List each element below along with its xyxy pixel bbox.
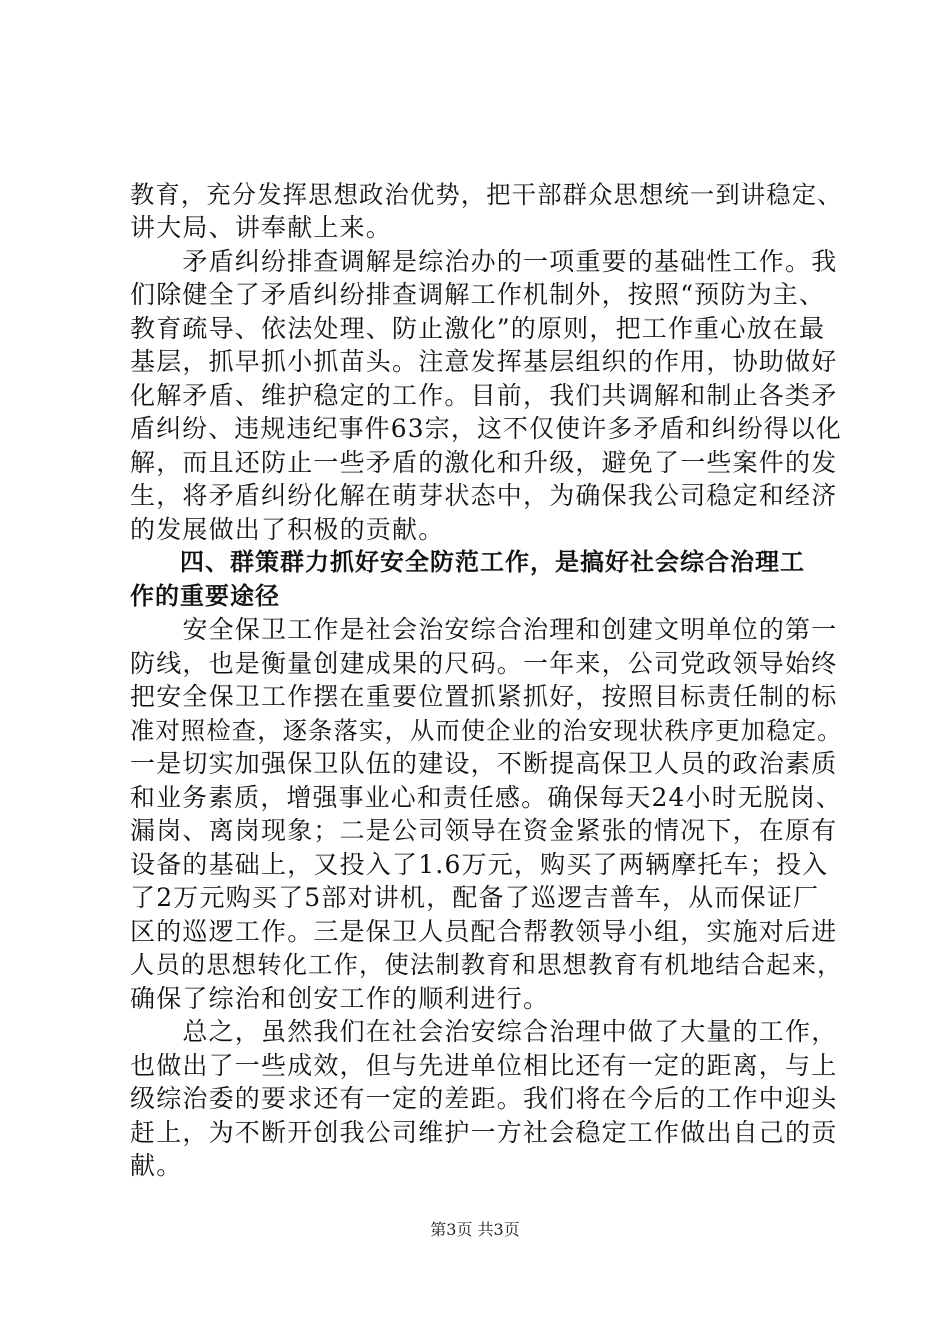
- text-line: 解，而且还防止一些矛盾的激化和升级，避免了一些案件的发: [130, 448, 838, 477]
- text-line: 基层，抓早抓小抓苗头。注意发挥基层组织的作用，协助做好: [130, 347, 838, 376]
- text-line: 生，将矛盾纠纷化解在萌芽状态中，为确保我公司稳定和经济: [130, 481, 838, 510]
- text-line: 讲大局、讲奉献上来。: [130, 213, 393, 242]
- text-line: 确保了综治和创安工作的顺利进行。: [130, 984, 550, 1013]
- text-line: 献。: [130, 1151, 183, 1180]
- text-line: 安全保卫工作是社会治安综合治理和创建文明单位的第一: [130, 615, 838, 644]
- section-heading: 四、群策群力抓好安全防范工作，是搞好社会综合治理工: [130, 548, 805, 576]
- text-line: 准对照检查，逐条落实，从而使企业的治安现状秩序更加稳定。: [130, 716, 843, 745]
- text-line: 教育疏导、依法处理、防止激化”的原则，把工作重心放在最: [130, 314, 826, 343]
- text-line: 人员的思想转化工作，使法制教育和思想教育有机地结合起来，: [130, 950, 843, 979]
- text-line: 防线，也是衡量创建成果的尺码。一年来，公司党政领导始终: [130, 649, 838, 678]
- text-line: 区的巡逻工作。三是保卫人员配合帮教领导小组，实施对后进: [130, 917, 838, 946]
- text-line: 和业务素质，增强事业心和责任感。确保每天24小时无脱岗、: [130, 783, 843, 812]
- text-line: 的发展做出了积极的贡献。: [130, 515, 445, 544]
- text-line: 了2万元购买了5部对讲机，配备了巡逻吉普车，从而保证厂: [130, 883, 820, 912]
- text-line: 矛盾纠纷排查调解是综治办的一项重要的基础性工作。我: [130, 247, 838, 276]
- text-line: 教育，充分发挥思想政治优势，把干部群众思想统一到讲稳定、: [130, 180, 843, 209]
- text-line: 化解矛盾、维护稳定的工作。目前，我们共调解和制止各类矛: [130, 381, 838, 410]
- text-line: 一是切实加强保卫队伍的建设，不断提高保卫人员的政治素质: [130, 749, 838, 778]
- text-line: 赶上，为不断开创我公司维护一方社会稳定工作做出自己的贡: [130, 1118, 838, 1147]
- text-line: 漏岗、离岗现象；二是公司领导在资金紧张的情况下，在原有: [130, 816, 838, 845]
- text-line: 也做出了一些成效，但与先进单位相比还有一定的距离，与上: [130, 1051, 838, 1080]
- text-line: 盾纠纷、违规违纪事件63宗，这不仅使许多矛盾和纠纷得以化: [130, 414, 843, 443]
- text-line: 们除健全了矛盾纠纷排查调解工作机制外，按照“预防为主、: [130, 280, 826, 309]
- text-line: 设备的基础上，又投入了1.6万元，购买了两辆摩托车；投入: [130, 850, 829, 879]
- text-line: 把安全保卫工作摆在重要位置抓紧抓好，按照目标责任制的标: [130, 682, 838, 711]
- section-heading: 作的重要途径: [130, 582, 280, 610]
- page-number-footer: 第3页 共3页: [430, 1220, 520, 1239]
- text-line: 总之，虽然我们在社会治安综合治理中做了大量的工作，: [130, 1017, 838, 1046]
- text-line: 级综治委的要求还有一定的差距。我们将在今后的工作中迎头: [130, 1084, 838, 1113]
